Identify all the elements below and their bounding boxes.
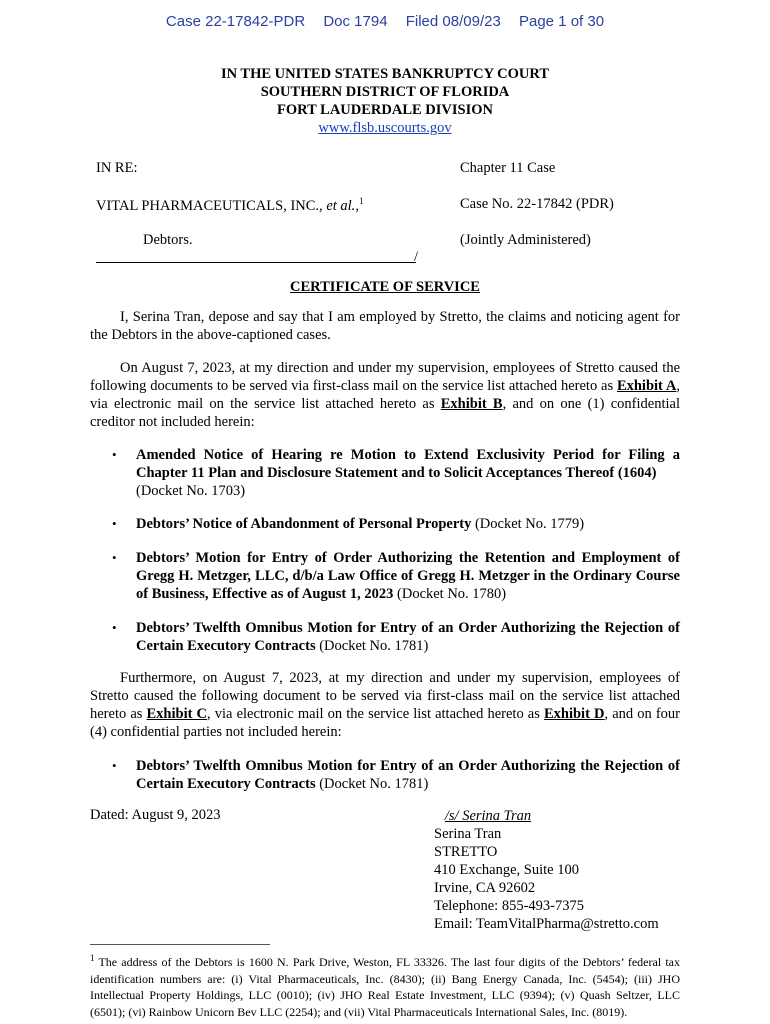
paragraph-service (90, 359, 680, 431)
exhibit-b-ref: Exhibit B (440, 396, 503, 412)
bullet: • (112, 516, 117, 531)
item-title: Debtors’ Twelfth Omnibus Motion for Entry of an Order Authorizing the Rejection of Certain Executory Contracts (136, 620, 680, 654)
filed-date-stamp: Filed 08/09/23 (405, 13, 501, 30)
item-docket: (Docket No. 1781) (319, 776, 429, 792)
bullet: • (112, 758, 117, 773)
bullet: • (112, 620, 117, 635)
item-title: Debtors’ Twelfth Omnibus Motion for Entry of an Order Authorizing the Rejection of Certain Executory Contracts (136, 758, 680, 792)
chapter-label: Chapter 11 Case (460, 160, 556, 176)
footnote-mark: 1 (90, 953, 95, 963)
ecf-header (0, 13, 770, 30)
item-docket: (Docket No. 1781) (319, 638, 429, 654)
list-item (136, 549, 680, 603)
exhibit-d-ref: Exhibit D (543, 706, 605, 722)
debtor-name: VITAL PHARMACEUTICALS, INC., (96, 197, 327, 214)
caption-slash: / (414, 249, 419, 265)
page-count-stamp: Page 1 of 30 (518, 13, 605, 30)
debtors-label: Debtors. (143, 232, 193, 248)
paragraph-further-service (90, 669, 680, 741)
case-number-stamp: Case 22-17842-PDR (165, 13, 306, 30)
further-text-c: , and on four (4) confidential parties not included herein: (90, 706, 680, 740)
list-item (136, 446, 680, 500)
service-text-c: , and on one (1) confidential creditor not included herein: (90, 396, 680, 430)
list-item (136, 757, 680, 793)
item-title: Debtors’ Motion for Entry of Order Authorizing the Retention and Employment of Gregg H. Metzger, LLC, d/b/a Law Office of Gregg H. Metzger in the Ordinary Course of Business, Effective as of August 1, 2023 (136, 550, 680, 602)
et-al: et al. (326, 197, 356, 214)
item-docket: (Docket No. 1703) (136, 483, 246, 499)
further-text-a: Furthermore, on August 7, 2023, at my direction and under my supervision, employees of Stretto caused the following document to be served via first-class mail on the service list attached hereto as (90, 670, 680, 722)
footnote-reference[interactable]: 1 (358, 196, 364, 206)
intro-text: I, Serina Tran, depose and say that I am employed by Stretto, the claims and noticing agent for the Debtors in the above-captioned cases. (90, 309, 680, 343)
court-district: SOUTHERN DISTRICT OF FLORIDA (260, 84, 510, 100)
item-docket: (Docket No. 1780) (397, 586, 507, 602)
further-text-b: , via electronic mail on the service list attached hereto as (207, 706, 544, 722)
item-docket: (Docket No. 1779) (474, 516, 585, 532)
service-text-a: On August 7, 2023, at my direction and under my supervision, employees of Stretto caused the following documents to be served via first-class mail on the service list attached hereto as (90, 360, 680, 394)
exhibit-c-ref: Exhibit C (146, 706, 208, 722)
court-name: IN THE UNITED STATES BANKRUPTCY COURT (220, 66, 550, 82)
signer-company: STRETTO (434, 844, 498, 860)
signature-block (434, 807, 659, 933)
footnote-rule (90, 944, 270, 945)
item-title: Amended Notice of Hearing re Motion to Extend Exclusivity Period for Filing a Chapter 11 Plan and Disclosure Statement and to Solicit Acceptances Thereof (1604) (136, 447, 680, 481)
debtor-caption (96, 196, 363, 215)
signer-address-2: Irvine, CA 92602 (434, 880, 536, 896)
document-title: CERTIFICATE OF SERVICE (290, 279, 480, 295)
electronic-signature: /s/ Serina Tran (444, 808, 532, 824)
signer-phone: Telephone: 855-493-7375 (434, 898, 584, 914)
footnote (90, 950, 680, 1020)
caption-rule (96, 262, 416, 263)
bullet: • (112, 447, 117, 462)
exhibit-a-ref: Exhibit A (616, 378, 677, 394)
signer-name: Serina Tran (434, 826, 502, 842)
in-re-label: IN RE: (96, 160, 138, 176)
service-text-b: , via electronic mail on the service list attached hereto as (90, 378, 680, 412)
court-website-link[interactable]: www.flsb.uscourts.gov (318, 120, 452, 136)
list-item (136, 515, 680, 533)
court-division: FORT LAUDERDALE DIVISION (277, 102, 493, 118)
doc-number-stamp: Doc 1794 (323, 13, 388, 30)
footnote-text: The address of the Debtors is 1600 N. Park Drive, Weston, FL 33326. The last four digits of the Debtors’ federal tax identification numbers are: (i) Vital Pharmaceuticals, Inc. (8430); (ii) Bang Energy Canada, Inc. (5454); (iii) JHO Intellectual Property Holdings, LLC (0010); (iv) JHO Real Estate Investment, LLC (9394); (v) Quash Seltzer, LLC (6501); (vi) Rainbow Unicorn Bev LLC (2254); and (vii) Vital Pharmaceuticals International Sales, Inc. (8019). (90, 955, 680, 1019)
signer-address-1: 410 Exchange, Suite 100 (434, 862, 579, 878)
case-number: Case No. 22-17842 (PDR) (460, 196, 614, 212)
dated-line: Dated: August 9, 2023 (90, 807, 221, 823)
signer-email: Email: TeamVitalPharma@stretto.com (434, 916, 659, 932)
list-item (136, 619, 680, 655)
item-title: Debtors’ Notice of Abandonment of Personal Property (136, 516, 472, 532)
paragraph-intro (90, 308, 680, 344)
jointly-administered: (Jointly Administered) (460, 232, 591, 248)
caption-comma: , (355, 197, 359, 214)
bullet: • (112, 550, 117, 565)
court-heading (0, 65, 770, 137)
